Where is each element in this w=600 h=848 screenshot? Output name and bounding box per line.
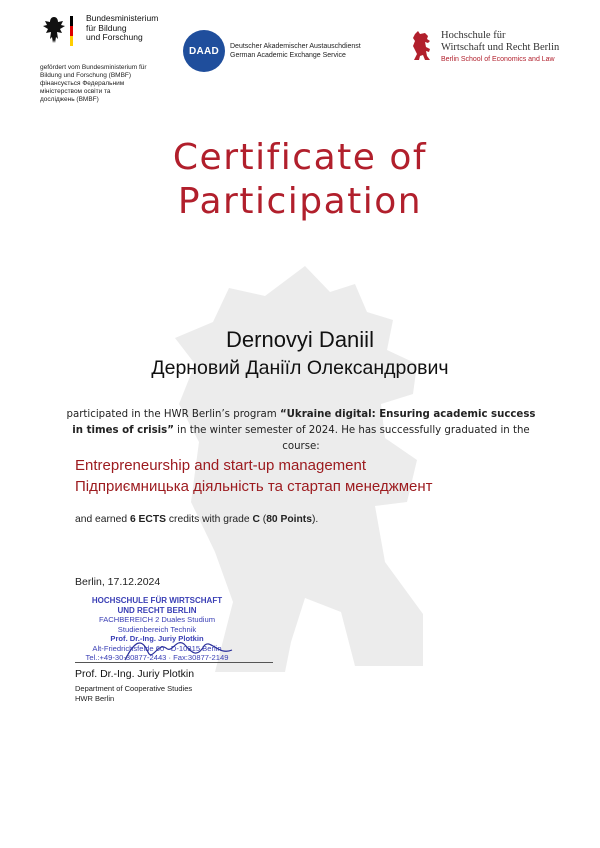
- points: 80 Points: [266, 514, 312, 525]
- certificate-title: Certificate of Participation: [172, 137, 428, 222]
- credits-statement: and earned 6 ECTS credits with grade C (80 Points).: [75, 514, 319, 525]
- federal-eagle-icon: [40, 14, 74, 58]
- signer-name: Prof. Dr.-Ing. Juriy Plotkin: [75, 668, 195, 680]
- daad-circle-icon: DAAD: [183, 30, 225, 72]
- bmbf-logo: [40, 14, 180, 104]
- recipient-name-uk: Дерновий Даніїл Олександрович: [151, 357, 449, 379]
- official-stamp: HOCHSCHULE FÜR WIRTSCHAFT UND RECHT BERLIN FACHBEREICH 2 Duales Studium Studienbereich Technik Prof. Dr.-Ing. Juriy Plotkin Alt-Friedrichsfelde 60 · D-10315 Berlin Tel.:+49-30-30877-2443 · Fax:30877-2149: [85, 596, 229, 662]
- program-name: “Ukraine digital: Ensuring academic success in times of crisis”: [72, 409, 536, 436]
- bmbf-name: Bundesministerium für Bildung und Forschung: [86, 13, 159, 42]
- signer-department: Department of Cooperative Studies HWR Berlin: [75, 684, 193, 703]
- bear-icon: [411, 30, 433, 62]
- hwr-english-name: Berlin School of Economics and Law: [441, 56, 555, 63]
- signature-line: [75, 662, 273, 663]
- german-flag-icon: [70, 16, 73, 46]
- course-title: [75, 455, 433, 497]
- ects-credits: 6 ECTS: [129, 514, 167, 525]
- hwr-name: Hochschule für Wirtschaft und Recht Berlin: [441, 30, 560, 53]
- daad-logo: [183, 30, 361, 72]
- hwr-logo: [411, 30, 559, 63]
- course-title-uk: Підприємницька діяльність та стартап менеджмент: [75, 478, 433, 495]
- daad-name: Deutscher Akademischer Austauschdienst German Academic Exchange Service: [230, 43, 361, 59]
- signature: [120, 630, 240, 670]
- issue-date: Berlin, 17.12.2024: [75, 576, 161, 588]
- grade: C: [252, 514, 260, 525]
- course-title-en: Entrepreneurship and start-up management: [75, 457, 367, 474]
- recipient-name-en: Dernovyi Daniil: [226, 327, 374, 352]
- participation-statement: participated in the HWR Berlin’s program “Ukraine digital: Ensuring academic success in times of crisis” in the winter semester of 2024. He has successfully graduated in the course:: [66, 409, 536, 452]
- bmbf-funding-note: gefördert vom Bundesministerium für Bildung und Forschung (BMBF) фінансується Федеральним міністерством освіти та досліджень (BMBF): [40, 64, 147, 103]
